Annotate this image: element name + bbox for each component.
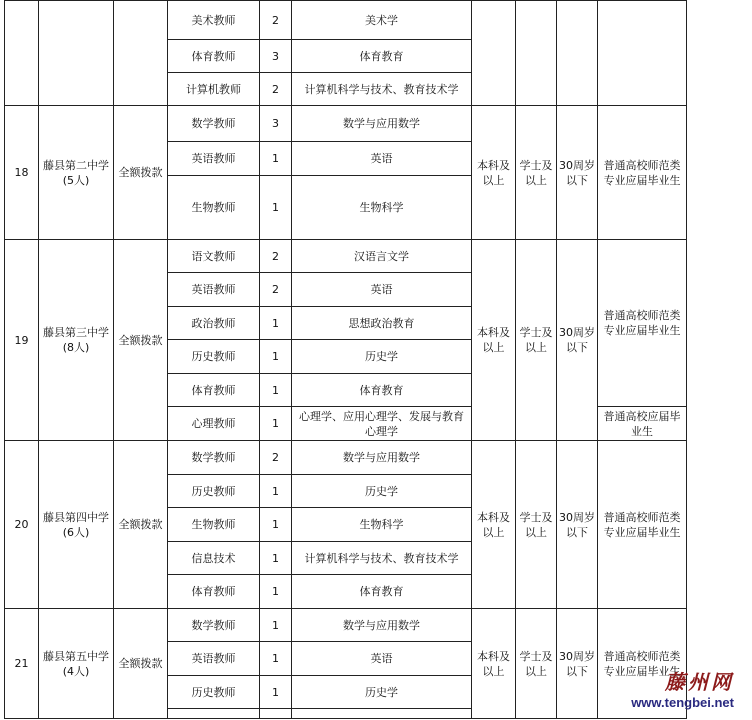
cell-no: 20	[5, 441, 39, 609]
recruitment-table	[4, 0, 687, 719]
cell-education: 本科及 以上	[472, 441, 516, 609]
cell-count: 2	[260, 273, 292, 307]
table-row	[5, 609, 687, 642]
cell-post: 数学教师	[168, 441, 260, 475]
cell-other: 普通高校师范类 专业应届毕业生	[598, 240, 687, 407]
cell-post: 生物教师	[168, 508, 260, 542]
cell-degree: 学士及 以上	[516, 441, 557, 609]
cell-degree	[516, 1, 557, 106]
cell-major: 英语	[292, 142, 472, 176]
cell-education: 本科及 以上	[472, 240, 516, 441]
cell-post: 体育教师	[168, 374, 260, 407]
cell-education: 本科及 以上	[472, 609, 516, 719]
cell-post: 历史教师	[168, 340, 260, 374]
cell-post	[168, 709, 260, 719]
cell-major: 体育教育	[292, 374, 472, 407]
cell-school: 藤县第四中学 (6人)	[39, 441, 114, 609]
cell-count: 3	[260, 40, 292, 73]
cell-major: 生物科学	[292, 176, 472, 240]
cell-major: 数学与应用数学	[292, 106, 472, 142]
cell-major: 汉语言文学	[292, 240, 472, 273]
cell-count: 1	[260, 642, 292, 676]
cell-school: 藤县第二中学 (5人)	[39, 106, 114, 240]
cell-education	[472, 1, 516, 106]
table-row	[5, 441, 687, 475]
cell-count: 1	[260, 307, 292, 340]
cell-major: 英语	[292, 273, 472, 307]
cell-funding: 全额拨款	[114, 240, 168, 441]
cell-school: 藤县第三中学 (8人)	[39, 240, 114, 441]
table-row	[5, 240, 687, 273]
cell-count	[260, 709, 292, 719]
cell-major: 计算机科学与技术、教育技术学	[292, 73, 472, 106]
cell-major: 体育教育	[292, 575, 472, 609]
cell-funding: 全额拨款	[114, 441, 168, 609]
cell-post: 体育教师	[168, 40, 260, 73]
cell-count: 2	[260, 441, 292, 475]
cell-degree: 学士及 以上	[516, 106, 557, 240]
cell-post: 政治教师	[168, 307, 260, 340]
cell-no: 18	[5, 106, 39, 240]
cell-school	[39, 1, 114, 106]
cell-age: 30周岁 以下	[557, 441, 598, 609]
cell-other: 普通高校师范类 专业应届毕业生	[598, 441, 687, 609]
cell-post: 英语教师	[168, 142, 260, 176]
table-row	[5, 106, 687, 142]
cell-major: 历史学	[292, 340, 472, 374]
cell-school: 藤县第五中学 (4人)	[39, 609, 114, 719]
cell-major: 数学与应用数学	[292, 441, 472, 475]
cell-major: 生物科学	[292, 508, 472, 542]
cell-count: 1	[260, 142, 292, 176]
cell-education: 本科及 以上	[472, 106, 516, 240]
cell-count: 2	[260, 73, 292, 106]
cell-funding: 全额拨款	[114, 106, 168, 240]
cell-other: 普通高校应届毕 业生	[598, 407, 687, 441]
cell-post: 生物教师	[168, 176, 260, 240]
cell-post: 心理教师	[168, 407, 260, 441]
cell-funding	[114, 1, 168, 106]
cell-count: 1	[260, 676, 292, 709]
cell-major: 思想政治教育	[292, 307, 472, 340]
cell-count: 1	[260, 176, 292, 240]
cell-count: 1	[260, 475, 292, 508]
cell-post: 英语教师	[168, 273, 260, 307]
cell-count: 1	[260, 407, 292, 441]
cell-major: 英语	[292, 642, 472, 676]
cell-funding: 全额拨款	[114, 609, 168, 719]
cell-major: 计算机科学与技术、教育技术学	[292, 542, 472, 575]
cell-count: 1	[260, 542, 292, 575]
cell-other	[598, 1, 687, 106]
cell-count: 1	[260, 340, 292, 374]
cell-post: 美术教师	[168, 1, 260, 40]
table-row	[5, 1, 687, 40]
cell-other: 普通高校师范类 专业应届毕业生	[598, 106, 687, 240]
cell-post: 体育教师	[168, 575, 260, 609]
cell-degree: 学士及 以上	[516, 240, 557, 441]
cell-post: 语文教师	[168, 240, 260, 273]
cell-count: 2	[260, 240, 292, 273]
cell-major: 历史学	[292, 475, 472, 508]
cell-post: 信息技术	[168, 542, 260, 575]
cell-count: 2	[260, 1, 292, 40]
cell-count: 1	[260, 609, 292, 642]
cell-other: 普通高校师范类 专业应届毕业生	[598, 609, 687, 719]
cell-no: 19	[5, 240, 39, 441]
cell-major: 心理学、应用心理学、发展与教育 心理学	[292, 407, 472, 441]
cell-age: 30周岁 以下	[557, 240, 598, 441]
cell-major: 体育教育	[292, 40, 472, 73]
cell-post: 数学教师	[168, 609, 260, 642]
cell-major	[292, 709, 472, 719]
cell-count: 1	[260, 374, 292, 407]
cell-major: 历史学	[292, 676, 472, 709]
cell-post: 历史教师	[168, 676, 260, 709]
cell-post: 英语教师	[168, 642, 260, 676]
cell-age	[557, 1, 598, 106]
cell-count: 1	[260, 508, 292, 542]
cell-count: 1	[260, 575, 292, 609]
cell-count: 3	[260, 106, 292, 142]
cell-post: 历史教师	[168, 475, 260, 508]
cell-post: 数学教师	[168, 106, 260, 142]
cell-post: 计算机教师	[168, 73, 260, 106]
site-watermark	[631, 666, 734, 710]
cell-age: 30周岁 以下	[557, 106, 598, 240]
cell-major: 美术学	[292, 1, 472, 40]
watermark-logo: 藤州网	[665, 670, 734, 694]
cell-no	[5, 1, 39, 106]
cell-degree: 学士及 以上	[516, 609, 557, 719]
cell-major: 数学与应用数学	[292, 609, 472, 642]
cell-no: 21	[5, 609, 39, 719]
cell-age: 30周岁 以下	[557, 609, 598, 719]
watermark-url: www.tengbei.net	[631, 695, 734, 710]
